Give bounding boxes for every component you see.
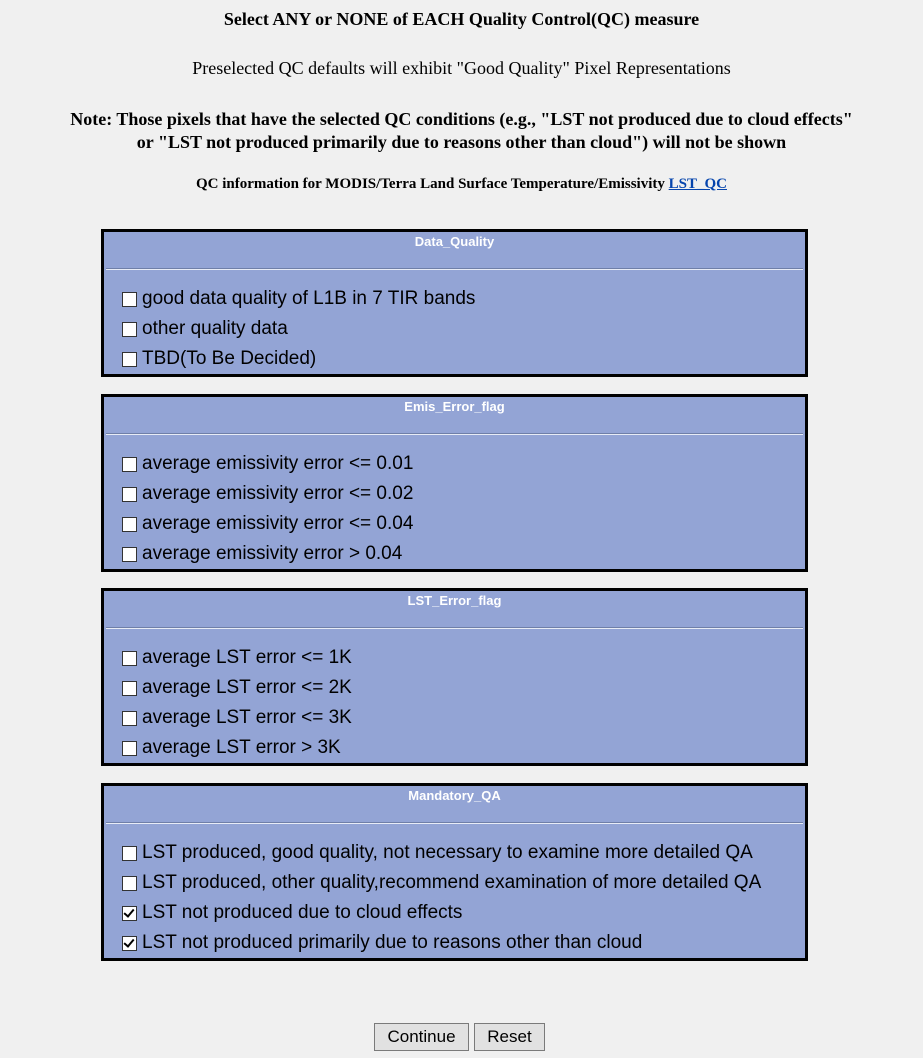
reset-button[interactable]: Reset xyxy=(474,1023,545,1051)
option-label: average LST error <= 1K xyxy=(142,647,352,668)
option-label: LST not produced primarily due to reasons other than cloud xyxy=(142,932,643,953)
panel-title: Data_Quality xyxy=(414,234,495,249)
checkbox[interactable] xyxy=(122,352,137,367)
option-row[interactable] xyxy=(122,703,805,733)
checkbox[interactable] xyxy=(122,547,137,562)
option-label: LST not produced due to cloud effects xyxy=(142,902,463,923)
checkbox[interactable] xyxy=(122,711,137,726)
option-label: average LST error <= 3K xyxy=(142,707,352,728)
option-label: TBD(To Be Decided) xyxy=(142,348,317,369)
page-subtitle: Preselected QC defaults will exhibit "Good Quality" Pixel Representations xyxy=(192,58,731,78)
option-label: good data quality of L1B in 7 TIR bands xyxy=(142,288,476,309)
option-label: average LST error <= 2K xyxy=(142,677,352,698)
option-label: LST produced, good quality, not necessary to examine more detailed QA xyxy=(142,842,753,863)
option-label: average emissivity error <= 0.02 xyxy=(142,483,414,504)
option-label: average emissivity error <= 0.01 xyxy=(142,453,414,474)
option-row[interactable] xyxy=(122,479,805,509)
option-row[interactable] xyxy=(122,314,805,344)
option-label: LST produced, other quality,recommend examination of more detailed QA xyxy=(142,872,762,893)
checkbox[interactable] xyxy=(122,651,137,666)
option-label: average emissivity error <= 0.04 xyxy=(142,513,414,534)
panel-mandatory-qa xyxy=(101,783,808,961)
panel-emis-error-flag xyxy=(101,394,808,572)
checkbox[interactable] xyxy=(122,517,137,532)
checkbox[interactable] xyxy=(122,457,137,472)
form-buttons xyxy=(374,1023,545,1051)
panel-data-quality xyxy=(101,229,808,377)
option-row[interactable] xyxy=(122,449,805,479)
checkbox[interactable] xyxy=(122,741,137,756)
option-row[interactable] xyxy=(122,344,805,374)
option-row[interactable] xyxy=(122,838,805,868)
option-row[interactable] xyxy=(122,868,805,898)
note-line-2: or "LST not produced primarily due to reasons other than cloud") will not be shown xyxy=(136,132,787,152)
panel-title: Mandatory_QA xyxy=(408,788,501,803)
option-row[interactable] xyxy=(122,643,805,673)
option-label: average LST error > 3K xyxy=(142,737,341,758)
option-row[interactable] xyxy=(122,733,805,763)
qc-info-line xyxy=(0,176,923,193)
option-row[interactable] xyxy=(122,539,805,569)
option-row[interactable] xyxy=(122,673,805,703)
checkbox[interactable] xyxy=(122,681,137,696)
option-label: other quality data xyxy=(142,318,288,339)
checkbox[interactable] xyxy=(122,876,137,891)
panel-title: LST_Error_flag xyxy=(407,593,502,608)
option-row[interactable] xyxy=(122,928,805,958)
lst-qc-link[interactable]: LST_QC xyxy=(668,176,727,192)
page-title: Select ANY or NONE of EACH Quality Control(QC) measure xyxy=(223,9,700,29)
option-label: average emissivity error > 0.04 xyxy=(142,543,403,564)
checkbox[interactable] xyxy=(122,292,137,307)
checkbox[interactable] xyxy=(122,487,137,502)
option-row[interactable] xyxy=(122,284,805,314)
note-line-1: Note: Those pixels that have the selected QC conditions (e.g., "LST not produced due to cloud effects" xyxy=(70,109,853,129)
checkbox[interactable] xyxy=(122,846,137,861)
checkbox[interactable] xyxy=(122,906,137,921)
option-row[interactable] xyxy=(122,898,805,928)
qc-info-text: QC information for MODIS/Terra Land Surface Temperature/Emissivity xyxy=(196,176,669,192)
panel-title: Emis_Error_flag xyxy=(404,399,505,414)
option-row[interactable] xyxy=(122,509,805,539)
checkbox[interactable] xyxy=(122,936,137,951)
note-text xyxy=(0,108,923,154)
panel-lst-error-flag xyxy=(101,588,808,766)
continue-button[interactable]: Continue xyxy=(374,1023,469,1051)
checkbox[interactable] xyxy=(122,322,137,337)
